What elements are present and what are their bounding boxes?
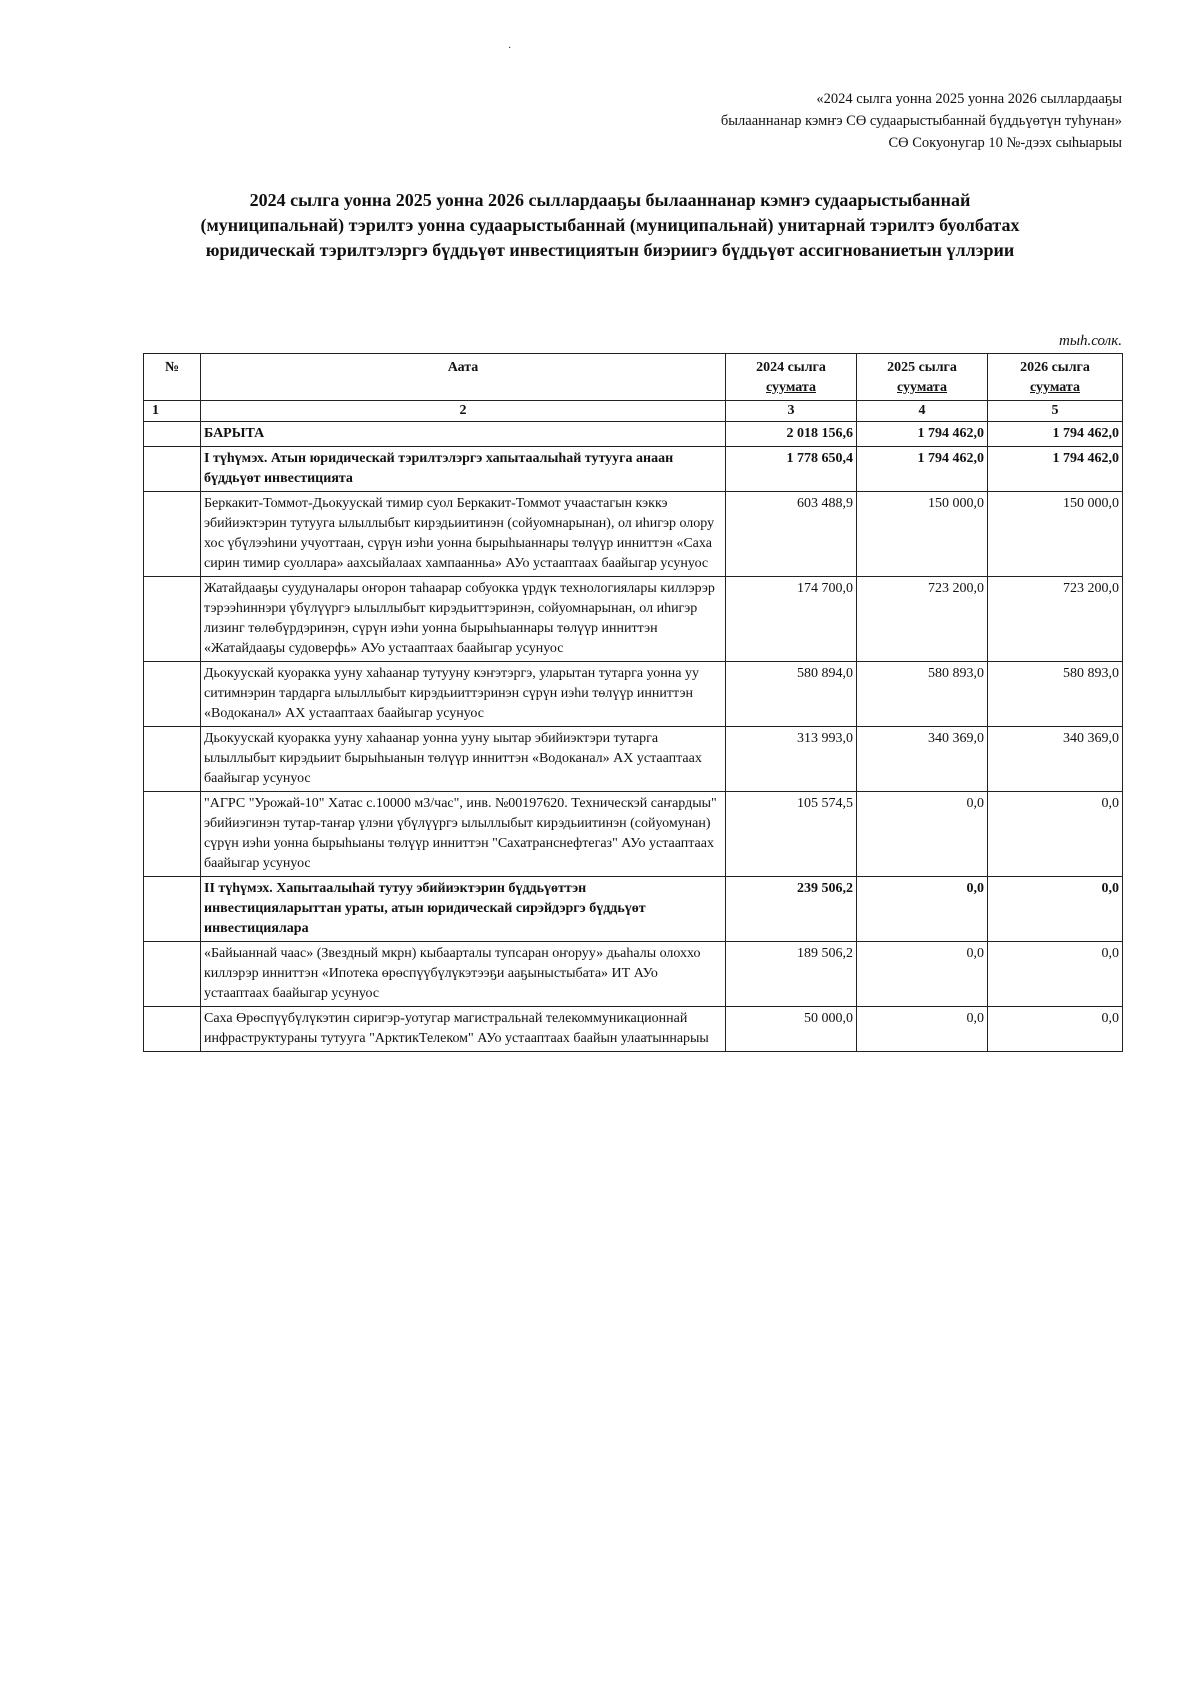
row-name: Жатайдааҕы суудуналары оҥорон таһаарар собуокка үрдүк технологиялары киллэрэр тэрээһиннэри үбүлүүргэ ылыллыбыт кирэдьиттэринэн, сойуомнарынан, ол иһигэр лизинг төлөбүрдэринэн, сүрүн иэһи уонна бырыһыаннары төлүүр инниттэн «Жатайдааҕы судоверфь» АУо устааптаах баайыгар усунуос (201, 577, 726, 662)
row-value-2025: 340 369,0 (857, 727, 988, 792)
row-no (144, 1007, 201, 1052)
table-row (144, 492, 1123, 577)
column-number-row (144, 401, 1123, 422)
row-name: II түһүмэх. Хапытаалыһай тутуу эбийиэктэрин бүддьүөттэн инвестицияларыттан ураты, атын юридическай сирэйдэргэ бүддьүөт инвестициялара (201, 877, 726, 942)
table-row (144, 447, 1123, 492)
row-no (144, 942, 201, 1007)
row-value-2025: 0,0 (857, 942, 988, 1007)
title-line: юридическай тэрилтэлэргэ бүддьүөт инвестициятын биэриигэ бүддьүөт ассигнованиетын үллэрии (205, 240, 1015, 260)
header-row (144, 354, 1123, 401)
header-2025-line: суумата (897, 380, 947, 395)
header-2026-line: 2026 сылга (1020, 360, 1090, 375)
row-no (144, 577, 201, 662)
row-name: Саха Өрөспүүбүлүкэтин сиригэр-уотугар магистральнай телекоммуникационнай инфраструктураны тутууга "АрктикТелеком" АУо устааптаах баайын улаатыннарыы (201, 1007, 726, 1052)
row-name: Дьокуускай куоракка ууну хаһаанар тутууну кэҥэтэргэ, уларытан тутарга уонна уу ситимнэрин тардарга ылыллыбыт кирэдьииттэринэн сүрүн иэһи төлүүр инниттэн «Водоканал» АХ устааптаах баайыгар усунуос (201, 662, 726, 727)
row-name: I түһүмэх. Атын юридическай тэрилтэлэргэ хапытаалыһай тутууга анаан бүддьүөт инвестицията (201, 447, 726, 492)
row-no (144, 492, 201, 577)
row-value-2024: 105 574,5 (726, 792, 857, 877)
table-row (144, 727, 1123, 792)
scan-speck: · (508, 43, 512, 54)
row-value-2026: 0,0 (988, 942, 1123, 1007)
column-number: 3 (726, 401, 857, 422)
table-row (144, 422, 1123, 447)
row-value-2024: 239 506,2 (726, 877, 857, 942)
row-no (144, 792, 201, 877)
row-name: Дьокуускай куоракка ууну хаһаанар уонна ууну ыытар эбийиэктэри тутарга ылыллыбыт кирэдьиит бырыһыанын төлүүр инниттэн «Водоканал» АХ устааптаах баайыгар усунуос (201, 727, 726, 792)
row-value-2026: 0,0 (988, 1007, 1123, 1052)
row-value-2026: 150 000,0 (988, 492, 1123, 577)
unit-label: тыһ.солк. (1059, 333, 1122, 349)
table-row (144, 942, 1123, 1007)
row-value-2025: 1 794 462,0 (857, 422, 988, 447)
title-line: 2024 сылга уонна 2025 уонна 2026 сыллардааҕы былааннанар кэмҥэ судаарыстыбаннай (249, 190, 971, 210)
row-no (144, 877, 201, 942)
row-value-2026: 1 794 462,0 (988, 422, 1123, 447)
row-value-2025: 0,0 (857, 792, 988, 877)
row-value-2024: 580 894,0 (726, 662, 857, 727)
table-row (144, 877, 1123, 942)
row-no (144, 447, 201, 492)
row-value-2024: 1 778 650,4 (726, 447, 857, 492)
header-name: Аата (201, 354, 726, 401)
table-row (144, 577, 1123, 662)
row-name: БАРЫТА (201, 422, 726, 447)
row-value-2025: 150 000,0 (857, 492, 988, 577)
row-value-2024: 189 506,2 (726, 942, 857, 1007)
row-value-2024: 50 000,0 (726, 1007, 857, 1052)
row-value-2026: 0,0 (988, 877, 1123, 942)
row-value-2024: 2 018 156,6 (726, 422, 857, 447)
row-name: «Байыаннай чаас» (Звездный мкрн) кыбаарталы тупсаран оҥоруу» дьаһалы олоххо киллэрэр инниттэн «Ипотека өрөспүүбүлүкэтээҕи ааҕыныстыбата» ИТ АУо устааптаах баайыгар усунуос (201, 942, 726, 1007)
appendix-line: былааннанар кэмҥэ СӨ судаарыстыбаннай бүддьүөтүн туһунан» (720, 113, 1122, 129)
row-name: "АГРС "Урожай-10" Хатас с.10000 м3/час", инв. №00197620. Техническэй саҥардыы" эбийиэгинэн тутар-таҥар үлэни үбүлүүргэ ылыллыбыт кирэдьиитинэн (сойуомунан) сүрүн иэһи уонна бырыһыаны төлүүр инниттэн "Сахатранснефтегаз" АУо устааптаах баайыгар усунуос (201, 792, 726, 877)
row-value-2025: 0,0 (857, 877, 988, 942)
row-name: Беркакит-Томмот-Дьокуускай тимир суол Беркакит-Томмот учаастагын кэккэ эбийиэктэрин тутууга ылыллыбыт кирэдьиитинэн (сойуомнарынан), ол иһигэр олору хос үбүлээһини учуоттаан, сүрүн иэһи уонна бырыһыаннары төлүүр инниттэн «Саха сирин тимир суоллара» аахсыйалаах хампаанньа» АУо устааптаах баайыгар усунуос (201, 492, 726, 577)
row-value-2024: 174 700,0 (726, 577, 857, 662)
table-row (144, 792, 1123, 877)
header-2025 (857, 354, 988, 401)
column-number: 1 (144, 401, 201, 422)
row-value-2025: 0,0 (857, 1007, 988, 1052)
header-2024-line: суумата (766, 380, 816, 395)
row-value-2025: 580 893,0 (857, 662, 988, 727)
row-no (144, 662, 201, 727)
row-value-2025: 723 200,0 (857, 577, 988, 662)
title-line: (муниципальнай) тэрилтэ уонна судаарыстыбаннай (муниципальнай) унитарнай тэрилтэ буолбатах (200, 215, 1020, 235)
header-2026 (988, 354, 1123, 401)
appendix-note (562, 88, 1122, 154)
budget-table (143, 353, 1123, 1052)
header-2025-line: 2025 сылга (887, 360, 957, 375)
row-value-2026: 580 893,0 (988, 662, 1123, 727)
table-row (144, 1007, 1123, 1052)
row-no (144, 727, 201, 792)
appendix-line: «2024 сылга уонна 2025 уонна 2026 сыллардааҕы (816, 91, 1122, 107)
row-value-2025: 1 794 462,0 (857, 447, 988, 492)
row-no (144, 422, 201, 447)
header-2024-line: 2024 сылга (756, 360, 826, 375)
column-number: 5 (988, 401, 1123, 422)
appendix-line: СӨ Сокуонугар 10 №-дээх сыһыарыы (888, 135, 1122, 151)
table-row (144, 662, 1123, 727)
row-value-2026: 340 369,0 (988, 727, 1123, 792)
row-value-2026: 1 794 462,0 (988, 447, 1123, 492)
row-value-2026: 0,0 (988, 792, 1123, 877)
column-number: 4 (857, 401, 988, 422)
header-2026-line: суумата (1030, 380, 1080, 395)
row-value-2026: 723 200,0 (988, 577, 1123, 662)
header-2024 (726, 354, 857, 401)
header-no: № (144, 354, 201, 401)
row-value-2024: 313 993,0 (726, 727, 857, 792)
column-number: 2 (201, 401, 726, 422)
row-value-2024: 603 488,9 (726, 492, 857, 577)
document-title (140, 188, 1080, 263)
